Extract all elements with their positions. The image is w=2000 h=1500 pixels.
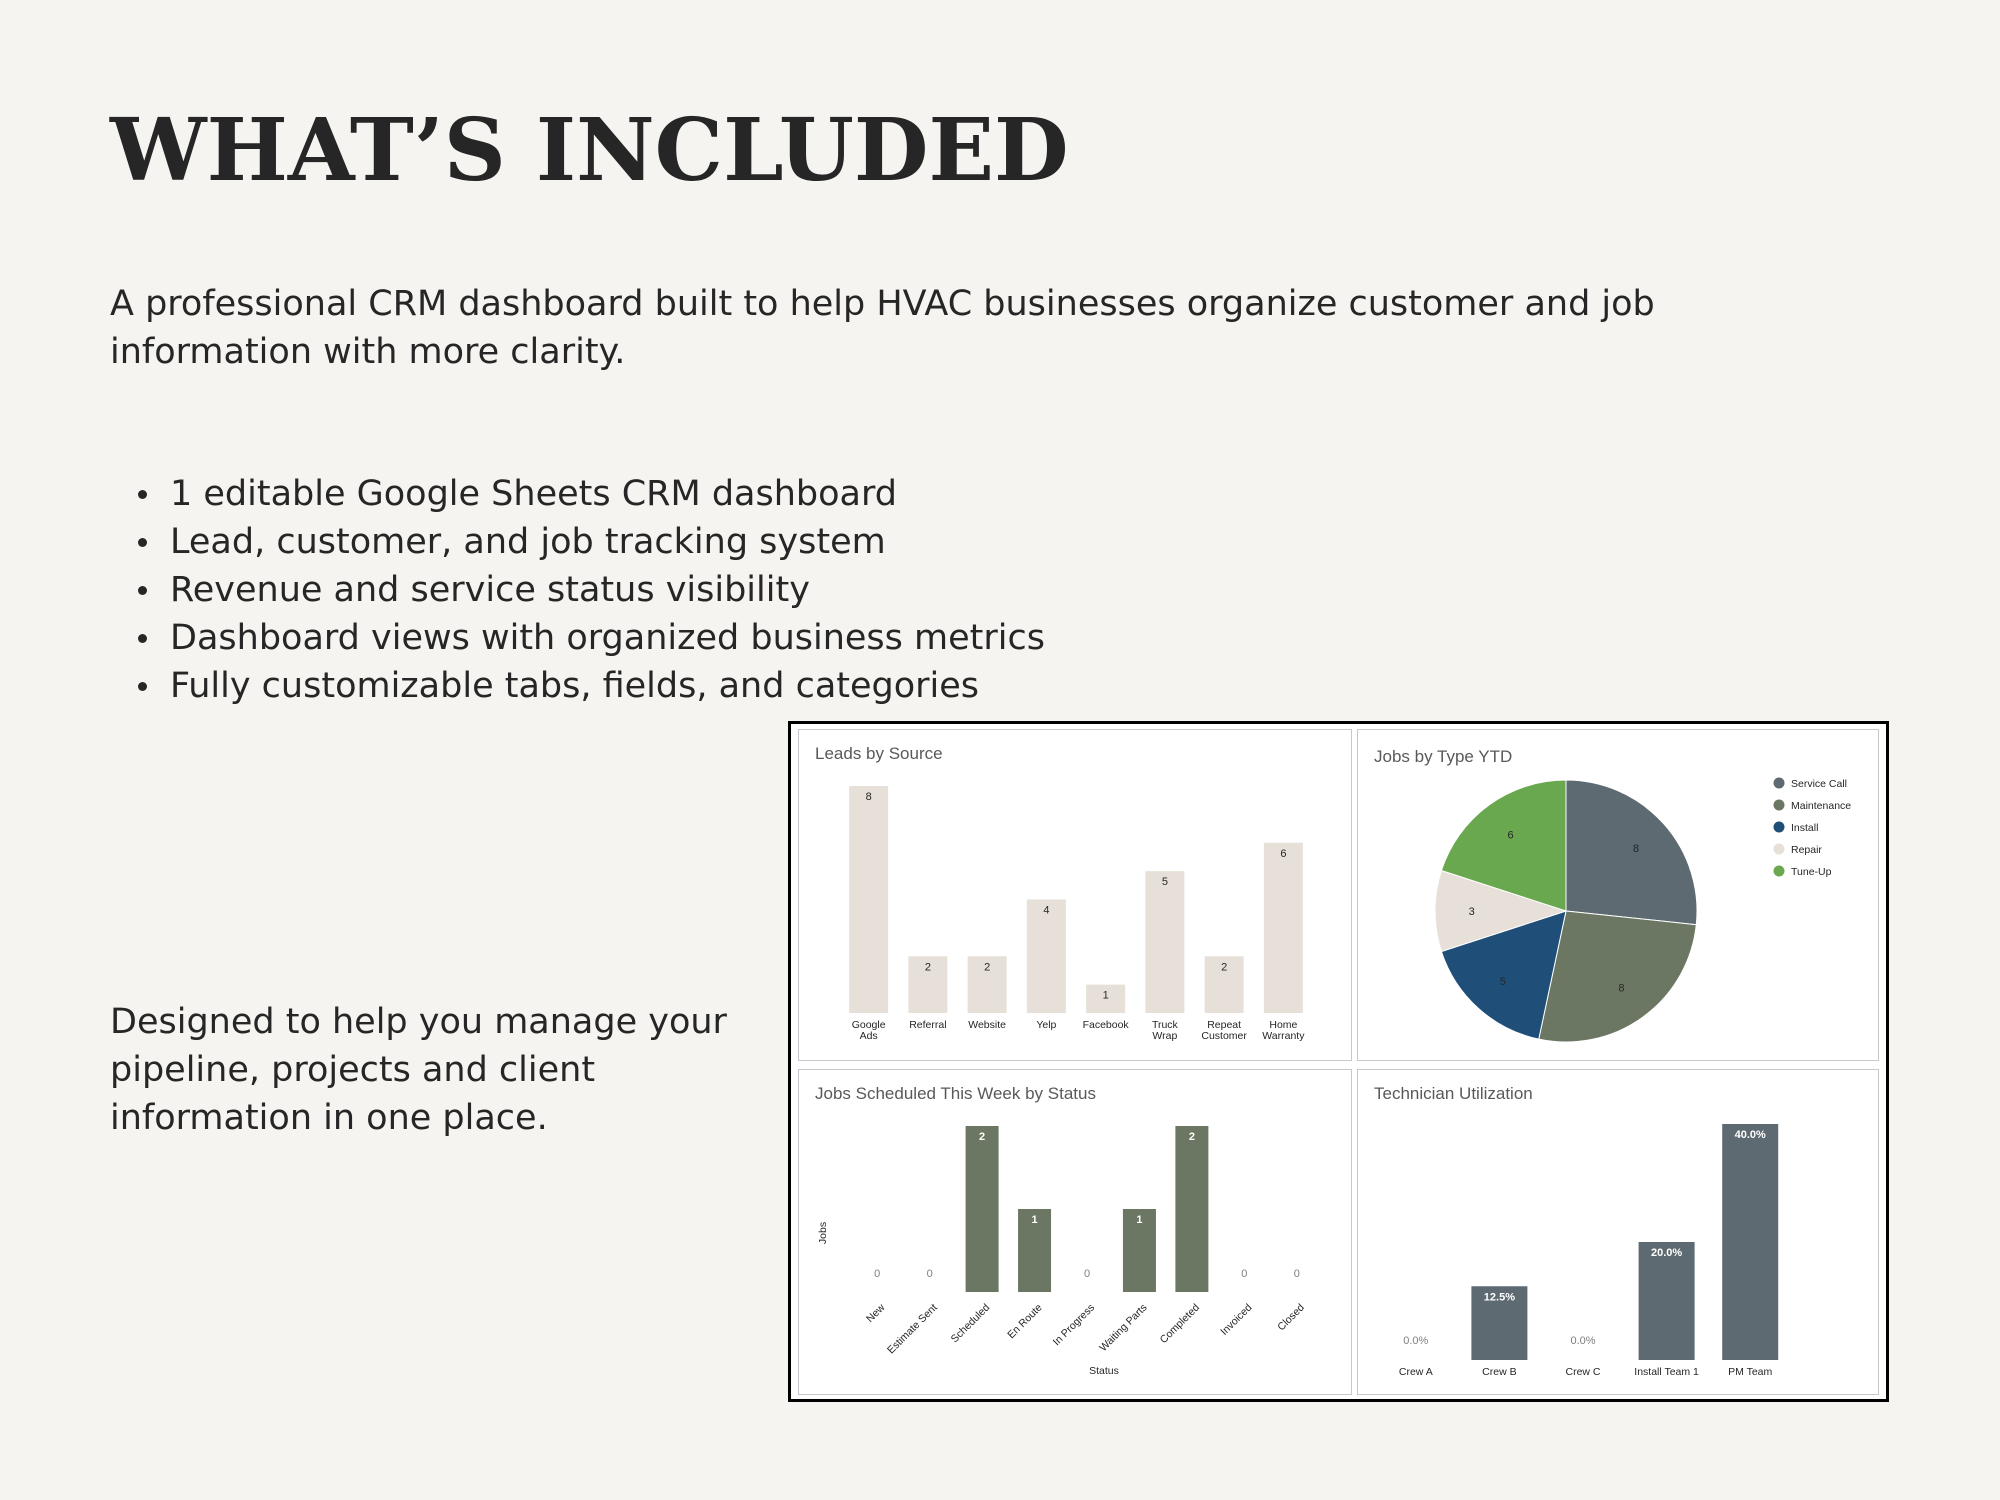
- dashboard-screenshot: [788, 721, 1889, 1402]
- x-tick-label: Completed: [1157, 1301, 1203, 1347]
- x-tick-label: Scheduled: [948, 1301, 993, 1346]
- x-tick-label: En Route: [1005, 1301, 1045, 1342]
- x-tick-label: Install Team 1: [1634, 1366, 1699, 1378]
- x-tick-label: Crew B: [1482, 1366, 1517, 1378]
- bar: [1639, 1242, 1695, 1360]
- legend-label: Service Call: [1791, 778, 1848, 790]
- feature-list: [110, 470, 1045, 710]
- x-tick-label: Website: [968, 1019, 1006, 1031]
- x-tick-label: Truck: [1151, 1019, 1178, 1031]
- legend-label: Maintenance: [1791, 800, 1852, 812]
- feature-item: [110, 614, 1045, 662]
- intro-paragraph: A professional CRM dashboard built to help HVAC businesses organize customer and job information with more clarity.: [110, 284, 1655, 372]
- data-label: 0.0%: [1403, 1335, 1429, 1347]
- x-tick-label: Yelp: [1036, 1019, 1057, 1031]
- x-tick-label: New: [863, 1301, 888, 1325]
- x-tick-label: Estimate Sent: [885, 1301, 940, 1357]
- x-tick-label: PM Team: [1728, 1366, 1773, 1378]
- x-tick-label: In Progress: [1050, 1301, 1098, 1349]
- data-label: 1: [1031, 1214, 1038, 1226]
- legend-label: Repair: [1791, 844, 1822, 856]
- x-tick-label: Home: [1269, 1019, 1298, 1031]
- data-label: 40.0%: [1734, 1129, 1766, 1141]
- chart-title: Jobs Scheduled This Week by Status: [815, 1084, 1096, 1103]
- x-tick-label: Customer: [1201, 1030, 1247, 1042]
- x-tick-label: Referral: [909, 1019, 947, 1031]
- pie-slice: [1566, 780, 1697, 925]
- data-label: 2: [1188, 1131, 1195, 1143]
- technician-utilization-panel: [1357, 1069, 1879, 1395]
- data-label: 6: [1507, 829, 1514, 842]
- bullet-icon: [138, 682, 147, 691]
- feature-text: Revenue and service status visibility: [170, 570, 810, 610]
- jobs-by-type-chart: [1358, 730, 1880, 1062]
- x-tick-label: Waiting Parts: [1097, 1301, 1150, 1354]
- data-label: 2: [1221, 961, 1228, 974]
- feature-text: Lead, customer, and job tracking system: [170, 522, 886, 562]
- legend-swatch: [1774, 866, 1785, 877]
- chart-title: Jobs by Type YTD: [1374, 747, 1513, 766]
- leads-by-source-panel: [798, 729, 1352, 1061]
- legend-swatch: [1774, 800, 1785, 811]
- x-axis-label: Status: [1089, 1365, 1119, 1377]
- data-label: 1: [1102, 989, 1109, 1002]
- data-label: 0: [874, 1268, 881, 1280]
- x-tick-label: Closed: [1275, 1301, 1307, 1334]
- feature-item: [110, 566, 1045, 614]
- x-tick-label: Google: [851, 1019, 886, 1031]
- data-label: 0: [926, 1268, 933, 1280]
- x-tick-label: Warranty: [1262, 1030, 1305, 1042]
- data-label: 5: [1161, 876, 1168, 889]
- data-label: 3: [1468, 906, 1475, 918]
- legend-swatch: [1774, 778, 1785, 789]
- data-label: 5: [1499, 976, 1506, 989]
- feature-item: [110, 470, 1045, 518]
- pie-slice: [1539, 911, 1697, 1042]
- bar: [966, 1126, 999, 1292]
- jobs-by-status-chart: [799, 1070, 1353, 1396]
- legend-label: Install: [1791, 822, 1819, 834]
- bullet-icon: [138, 586, 147, 595]
- data-label: 0: [1241, 1268, 1248, 1280]
- feature-item: [110, 662, 1045, 710]
- data-label: 1: [1136, 1214, 1143, 1226]
- x-tick-label: Wrap: [1152, 1030, 1178, 1042]
- data-label: 12.5%: [1483, 1291, 1516, 1304]
- data-label: 4: [1043, 904, 1050, 917]
- chart-title: Technician Utilization: [1374, 1084, 1533, 1103]
- y-axis-label: Jobs: [817, 1221, 829, 1245]
- data-label: 0: [1083, 1268, 1091, 1280]
- bar: [849, 786, 888, 1013]
- feature-item: [110, 518, 1045, 566]
- x-tick-label: Crew C: [1565, 1366, 1601, 1378]
- x-tick-label: Repeat: [1207, 1019, 1242, 1031]
- legend-swatch: [1774, 844, 1785, 855]
- leads-by-source-chart: [799, 730, 1353, 1062]
- chart-title: Leads by Source: [815, 744, 943, 763]
- bar: [1264, 843, 1303, 1013]
- jobs-by-status-panel: [798, 1069, 1352, 1395]
- data-label: 20.0%: [1650, 1247, 1683, 1259]
- x-tick-label: Crew A: [1398, 1366, 1433, 1378]
- legend-swatch: [1774, 822, 1785, 833]
- data-label: 8: [1633, 842, 1640, 855]
- data-label: 2: [979, 1131, 986, 1143]
- closing-paragraph: Designed to help you manage your pipeline, projects and client information in one place.: [110, 1002, 727, 1138]
- page-headline: WHAT’S INCLUDED: [110, 100, 1069, 201]
- legend-label: Tune-Up: [1791, 866, 1832, 878]
- data-label: 0.0%: [1570, 1335, 1596, 1347]
- bar: [1027, 900, 1066, 1014]
- data-label: 2: [924, 961, 931, 974]
- data-label: 0: [1293, 1268, 1300, 1280]
- bar: [1722, 1124, 1778, 1360]
- x-tick-label: Facebook: [1082, 1019, 1129, 1031]
- feature-text: 1 editable Google Sheets CRM dashboard: [170, 474, 897, 514]
- x-tick-label: Invoiced: [1218, 1301, 1255, 1338]
- bar: [1175, 1126, 1208, 1292]
- bar: [1145, 871, 1184, 1013]
- bullet-icon: [138, 538, 147, 547]
- data-label: 2: [984, 961, 991, 974]
- technician-utilization-chart: [1358, 1070, 1880, 1396]
- jobs-by-type-panel: [1357, 729, 1879, 1061]
- feature-text: Fully customizable tabs, fields, and categories: [170, 666, 980, 706]
- data-label: 6: [1280, 847, 1287, 860]
- data-label: 8: [1618, 982, 1625, 995]
- bullet-icon: [138, 634, 147, 643]
- feature-text: Dashboard views with organized business metrics: [170, 618, 1045, 658]
- bullet-icon: [138, 490, 147, 499]
- x-tick-label: Ads: [859, 1030, 878, 1042]
- data-label: 8: [865, 791, 872, 803]
